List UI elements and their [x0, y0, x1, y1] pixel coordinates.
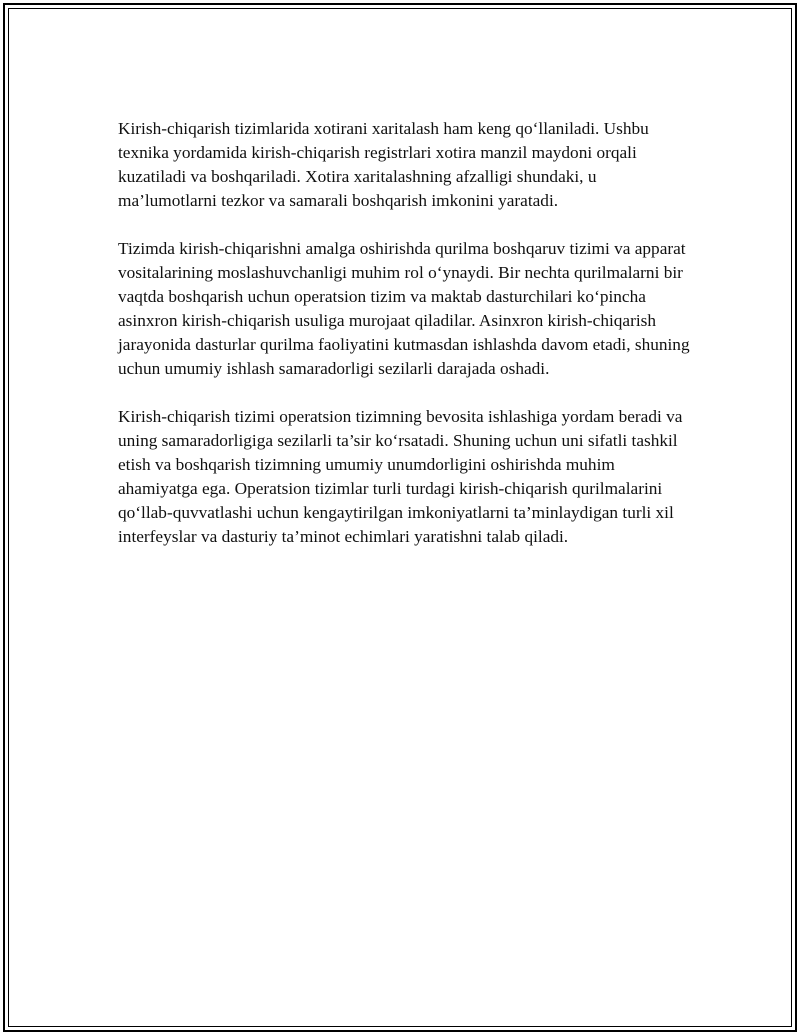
paragraph-2: Tizimda kirish-chiqarishni amalga oshirishda qurilma boshqaruv tizimi va apparat vositalarining moslashuvchanligi muhim rol o‘ynaydi. Bir nechta qurilmalarni bir vaqtda boshqarish uchun operatsion tizim va maktab dasturchilari ko‘pincha asinxron kirish-chiqarish usuliga murojaat qiladilar. Asinxron kirish-chiqarish jarayonida dasturlar qurilma faoliyatini kutmasdan ishlashda davom etadi, shuning uchun umumiy ishlash samaradorligi sezilarli darajada oshadi. [118, 239, 690, 378]
document-body [118, 117, 698, 573]
paragraph-3: Kirish-chiqarish tizimi operatsion tizimning bevosita ishlashiga yordam beradi va uning samaradorligiga sezilarli ta’sir ko‘rsatadi. Shuning uchun uni sifatli tashkil etish va boshqarish tizimning umumiy unumdorligini oshirishda muhim ahamiyatga ega. Operatsion tizimlar turli turdagi kirish-chiqarish qurilmalarini qo‘llab-quvvatlashi uchun kengaytirilgan imkoniyatlarni ta’minlaydigan turli xil interfeyslar va dasturiy ta’minot echimlari yaratishni talab qiladi. [118, 407, 683, 546]
paragraph-1: Kirish-chiqarish tizimlarida xotirani xaritalash ham keng qo‘llaniladi. Ushbu texnika yordamida kirish-chiqarish registrlari xotira manzil maydoni orqali kuzatiladi va boshqariladi. Xotira xaritalashning afzalligi shundaki, u ma’lumotlarni tezkor va samarali boshqarish imkonini yaratadi. [118, 119, 649, 210]
